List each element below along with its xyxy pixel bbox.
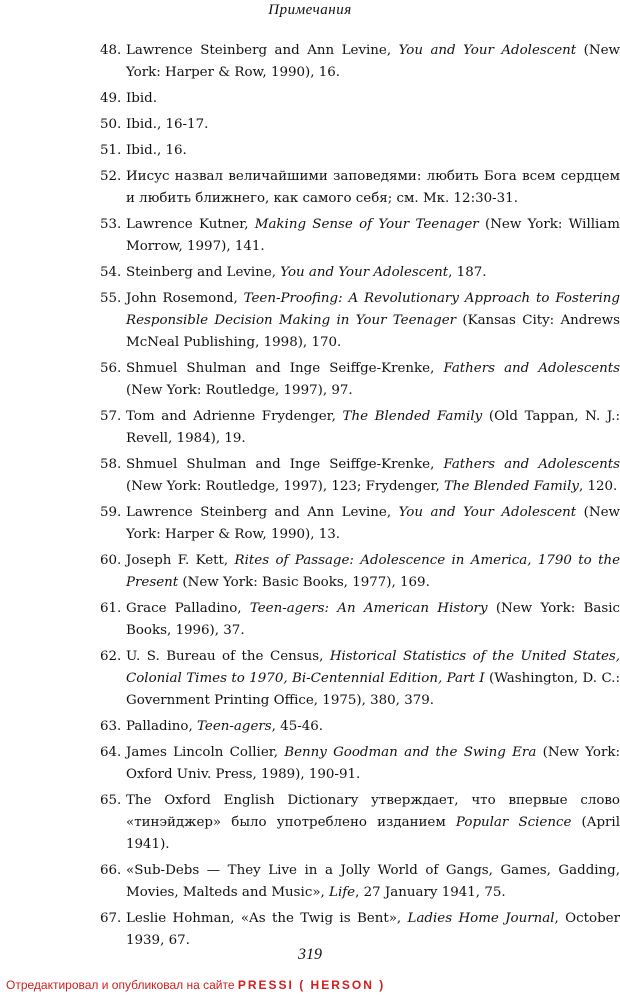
note-title: Life <box>329 885 356 900</box>
note-segment: (Kansas City: Andrews McNeal Publishing, 1998), 170. <box>126 313 620 350</box>
note-title: Ladies Home Journal <box>407 911 555 926</box>
page-number: 319 <box>298 946 322 963</box>
note-title: The Blended Family <box>444 479 579 494</box>
note-number: 49. <box>100 91 122 106</box>
note-segment: Joseph F. Kett, <box>126 553 235 568</box>
note-segment: U. S. Bureau of the Census, <box>126 649 330 664</box>
note-segment: (New York: William Morrow, 1997), 141. <box>126 217 620 254</box>
note-title: Teen-agers <box>197 719 272 734</box>
running-header: Примечания <box>268 2 352 18</box>
note-text <box>126 911 620 948</box>
note-title: Teen-Proofing: A Revolutionary Approach to Fostering Responsible Decision Making in Your Teenager <box>126 291 620 328</box>
note-item <box>100 262 620 284</box>
note-item <box>100 140 620 162</box>
note-number: 60. <box>100 553 122 568</box>
note-segment: Lawrence Steinberg and Ann Levine, <box>126 505 399 520</box>
note-segment: , 187. <box>448 265 487 280</box>
note-number: 53. <box>100 217 122 232</box>
note-segment: Shmuel Shulman and Inge Seiffge-Krenke, <box>126 457 444 472</box>
note-segment: James Lincoln Collier, <box>126 745 285 760</box>
note-segment: Иисус назвал величайшими заповедями: любить Бога всем сердцем и любить ближнего, как самого себя; см. Мк. 12:30-31. <box>126 169 620 206</box>
notes-list <box>100 40 620 956</box>
note-text <box>126 601 620 638</box>
note-segment: Ibid., 16-17. <box>126 117 209 132</box>
note-item <box>100 114 620 136</box>
note-segment: , 120. <box>578 479 618 494</box>
note-number: 64. <box>100 745 122 760</box>
note-text <box>126 43 620 80</box>
note-segment: (Old Tappan, N. J.: Revell, 1984), 19. <box>126 409 620 446</box>
note-text <box>126 793 620 852</box>
note-text <box>126 217 620 254</box>
note-segment: (New York: Basic Books, 1977), 169. <box>178 575 430 590</box>
note-number: 51. <box>100 143 122 158</box>
note-text <box>126 553 620 590</box>
note-item <box>100 646 620 712</box>
note-segment: Ibid., 16. <box>126 143 187 158</box>
note-title: Making Sense of Your Teenager <box>254 217 479 232</box>
note-item <box>100 742 620 786</box>
note-segment: Ibid. <box>126 91 157 106</box>
note-segment: (New York: Routledge, 1997), 97. <box>126 383 353 398</box>
note-number: 62. <box>100 649 122 664</box>
note-text <box>126 719 323 734</box>
note-item <box>100 40 620 84</box>
note-segment: Tom and Adrienne Frydenger, <box>126 409 343 424</box>
note-item <box>100 288 620 354</box>
note-text <box>126 409 620 446</box>
note-number: 65. <box>100 793 122 808</box>
note-number: 57. <box>100 409 122 424</box>
note-segment: «Sub-Debs — They Live in a Jolly World of Gangs, Games, Gadding, Movies, Malteds and Music», <box>126 863 620 900</box>
note-number: 63. <box>100 719 122 734</box>
note-segment: (New York: Routledge, 1997), 123; Frydenger, <box>126 479 444 494</box>
note-segment: Steinberg and Levine, <box>126 265 281 280</box>
note-title: Fathers and Adolescents <box>443 457 620 472</box>
note-segment: Leslie Hohman, «As the Twig is Bent», <box>126 911 408 926</box>
note-title: Benny Goodman and the Swing Era <box>284 745 537 760</box>
note-item <box>100 406 620 450</box>
note-item <box>100 88 620 110</box>
footer-site-link[interactable]: PRESSI ( HERSON ) <box>237 978 386 992</box>
note-text <box>126 291 620 350</box>
note-segment: , 45-46. <box>271 719 324 734</box>
note-title: Popular Science <box>455 815 572 830</box>
note-item <box>100 166 620 210</box>
note-text <box>126 361 620 398</box>
note-item <box>100 550 620 594</box>
note-title: You and Your Adolescent <box>280 265 449 280</box>
note-segment: Lawrence Kutner, <box>126 217 255 232</box>
note-title: Historical Statistics of the United States, Colonial Times to 1970, Bi-Centennial Edition, Part I <box>126 649 620 686</box>
note-title: You and Your Adolescent <box>398 505 577 520</box>
note-title: The Blended Family <box>342 409 483 424</box>
note-number: 67. <box>100 911 122 926</box>
note-segment: , 27 January 1941, 75. <box>355 885 506 900</box>
note-number: 55. <box>100 291 122 306</box>
note-text <box>126 649 620 708</box>
note-segment: , October 1939, 67. <box>126 911 620 948</box>
note-number: 66. <box>100 863 122 878</box>
note-text <box>126 91 157 106</box>
footer-text: Отредактировал и опубликовал на сайте <box>6 978 235 992</box>
note-text <box>126 505 620 542</box>
footer-credit <box>6 978 385 992</box>
note-text <box>126 457 620 494</box>
note-number: 59. <box>100 505 122 520</box>
note-title: Fathers and Adolescents <box>443 361 620 376</box>
note-segment: (Washington, D. C.: Government Printing Office, 1975), 380, 379. <box>126 671 620 708</box>
note-number: 48. <box>100 43 122 58</box>
note-item <box>100 716 620 738</box>
note-segment: The Oxford English Dictionary утверждает, что впервые слово «тинэйджер» было употреблено изданием <box>126 793 620 830</box>
note-number: 61. <box>100 601 122 616</box>
note-segment: (New York: Basic Books, 1996), 37. <box>126 601 620 638</box>
note-title: Rites of Passage: Adolescence in America, 1790 to the Present <box>126 553 620 590</box>
note-text <box>126 745 620 782</box>
note-segment: (New York: Harper & Row, 1990), 13. <box>126 505 620 542</box>
note-number: 58. <box>100 457 122 472</box>
note-title: Teen-agers: An American History <box>249 601 488 616</box>
note-segment: Lawrence Steinberg and Ann Levine, <box>126 43 399 58</box>
note-segment: (April 1941). <box>126 815 620 852</box>
note-number: 52. <box>100 169 122 184</box>
note-text <box>126 143 187 158</box>
note-segment: Shmuel Shulman and Inge Seiffge-Krenke, <box>126 361 444 376</box>
note-segment: John Rosemond, <box>126 291 244 306</box>
note-number: 50. <box>100 117 122 132</box>
note-text <box>126 265 487 280</box>
note-segment: Grace Palladino, <box>126 601 250 616</box>
note-item <box>100 790 620 856</box>
note-item <box>100 860 620 904</box>
note-segment: Palladino, <box>126 719 197 734</box>
note-number: 54. <box>100 265 122 280</box>
note-item <box>100 502 620 546</box>
note-segment: (New York: Harper & Row, 1990), 16. <box>126 43 620 80</box>
note-segment: (New York: Oxford Univ. Press, 1989), 190-91. <box>126 745 620 782</box>
note-text <box>126 863 620 900</box>
note-item <box>100 358 620 402</box>
note-number: 56. <box>100 361 122 376</box>
note-title: You and Your Adolescent <box>398 43 577 58</box>
note-item <box>100 214 620 258</box>
note-text <box>126 117 208 132</box>
note-text <box>126 169 620 206</box>
note-item <box>100 598 620 642</box>
note-item <box>100 454 620 498</box>
